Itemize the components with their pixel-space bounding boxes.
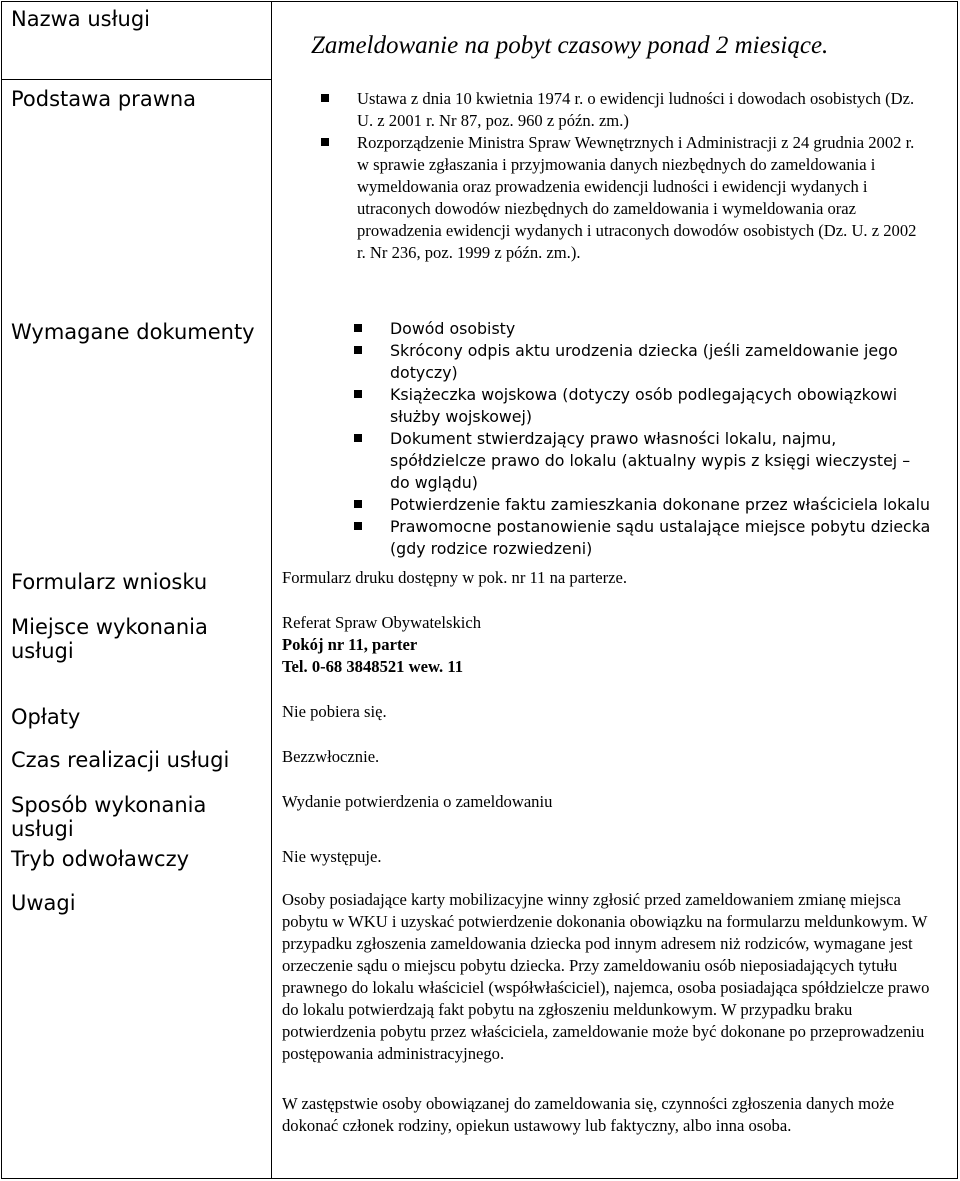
place-dept: Referat Spraw Obywatelskich: [282, 613, 482, 632]
form-text: Formularz druku dostępny w pok. nr 11 na parterze.: [282, 568, 627, 587]
list-item: Potwierdzenie faktu zamieszkania dokonane przez właściciela lokalu: [354, 494, 934, 516]
label-place: Miejsce wykonania usługi: [11, 615, 208, 663]
list-item: Ustawa z dnia 10 kwietnia 1974 r. o ewidencji ludności i dowodach osobistych (Dz. U. z 2001 r. Nr 87, poz. 960 z późn. zm.): [321, 88, 921, 132]
label-notes: Uwagi: [11, 891, 76, 915]
time-text: Bezzwłocznie.: [282, 747, 380, 766]
label-time: Czas realizacji usługi: [11, 748, 230, 772]
appeal-text: Nie występuje.: [282, 847, 382, 866]
legal-basis-list: [321, 88, 921, 264]
list-item: Dowód osobisty: [354, 318, 934, 340]
list-item: Skrócony odpis aktu urodzenia dziecka (jeśli zameldowanie jego dotyczy): [354, 340, 934, 384]
list-item: Rozporządzenie Ministra Spraw Wewnętrznych i Administracji z 24 grudnia 2002 r. w sprawie zgłaszania i przyjmowania danych niezbędnych do zameldowania i wymeldowania oraz prowadzenia ewidencji ludności i ewidencji wydanych i utraconych dowodów niezbędnych do zameldowania i wymeldowania oraz prowadzenia ewidencji wydanych i utraconych dowodów osobistych (Dz. U. z 2002 r. Nr 236, poz. 1999 z późn. zm.).: [321, 132, 921, 264]
service-card-table: [1, 1, 957, 1178]
label-required-documents: Wymagane dokumenty: [11, 320, 255, 344]
place-room: Pokój nr 11, parter: [282, 635, 418, 654]
notes-paragraph-1: Osoby posiadające karty mobilizacyjne winny zgłosić przed zameldowaniem zmianę miejsca pobytu w WKU i uzyskać potwierdzenie dokonania obowiązku na formularzu meldunkowym. W przypadku zgłoszenia zameldowania dziecka pod innym adresem niż rodziców, wymagane jest orzeczenie sądu o miejscu pobytu dziecka. Przy zameldowaniu osób nieposiadających tytułu prawnego do lokalu właściciel (współwłaściciel), najemca, osoba posiadająca spółdzielcze prawo do lokalu potwierdzają fakt pobytu na zgłoszeniu meldunkowym. W przypadku braku potwierdzenia pobytu przez właściciela, zameldowanie może być dokonane po przeprowadzeniu postępowania administracyjnego.: [282, 890, 930, 1063]
method-text: Wydanie potwierdzenia o zameldowaniu: [282, 792, 553, 811]
label-fees: Opłaty: [11, 705, 81, 729]
service-title: Zameldowanie na pobyt czasowy ponad 2 miesiące.: [311, 32, 829, 59]
notes-paragraph-2: W zastępstwie osoby obowiązanej do zameldowania się, czynności zgłoszenia danych może dokonać członek rodziny, opiekun ustawowy lub faktyczny, albo inna osoba.: [282, 1094, 895, 1135]
place-phone: Tel. 0-68 3848521 wew. 11: [282, 657, 463, 676]
list-item: Książeczka wojskowa (dotyczy osób podlegających obowiązkowi służby wojskowej): [354, 384, 934, 428]
list-item: Dokument stwierdzający prawo własności lokalu, najmu, spółdzielcze prawo do lokalu (aktualny wypis z księgi wieczystej – do wglądu): [354, 428, 934, 494]
label-service-name: Nazwa usługi: [11, 7, 151, 31]
label-legal-basis: Podstawa prawna: [11, 87, 197, 111]
list-item: Prawomocne postanowienie sądu ustalające miejsce pobytu dziecka (gdy rodzice rozwiedzeni): [354, 516, 934, 560]
label-application-form: Formularz wniosku: [11, 570, 208, 594]
required-documents-list: [354, 318, 934, 560]
label-method: Sposób wykonania usługi: [11, 793, 207, 841]
label-appeal: Tryb odwoławczy: [11, 847, 190, 871]
fees-text: Nie pobiera się.: [282, 702, 387, 721]
